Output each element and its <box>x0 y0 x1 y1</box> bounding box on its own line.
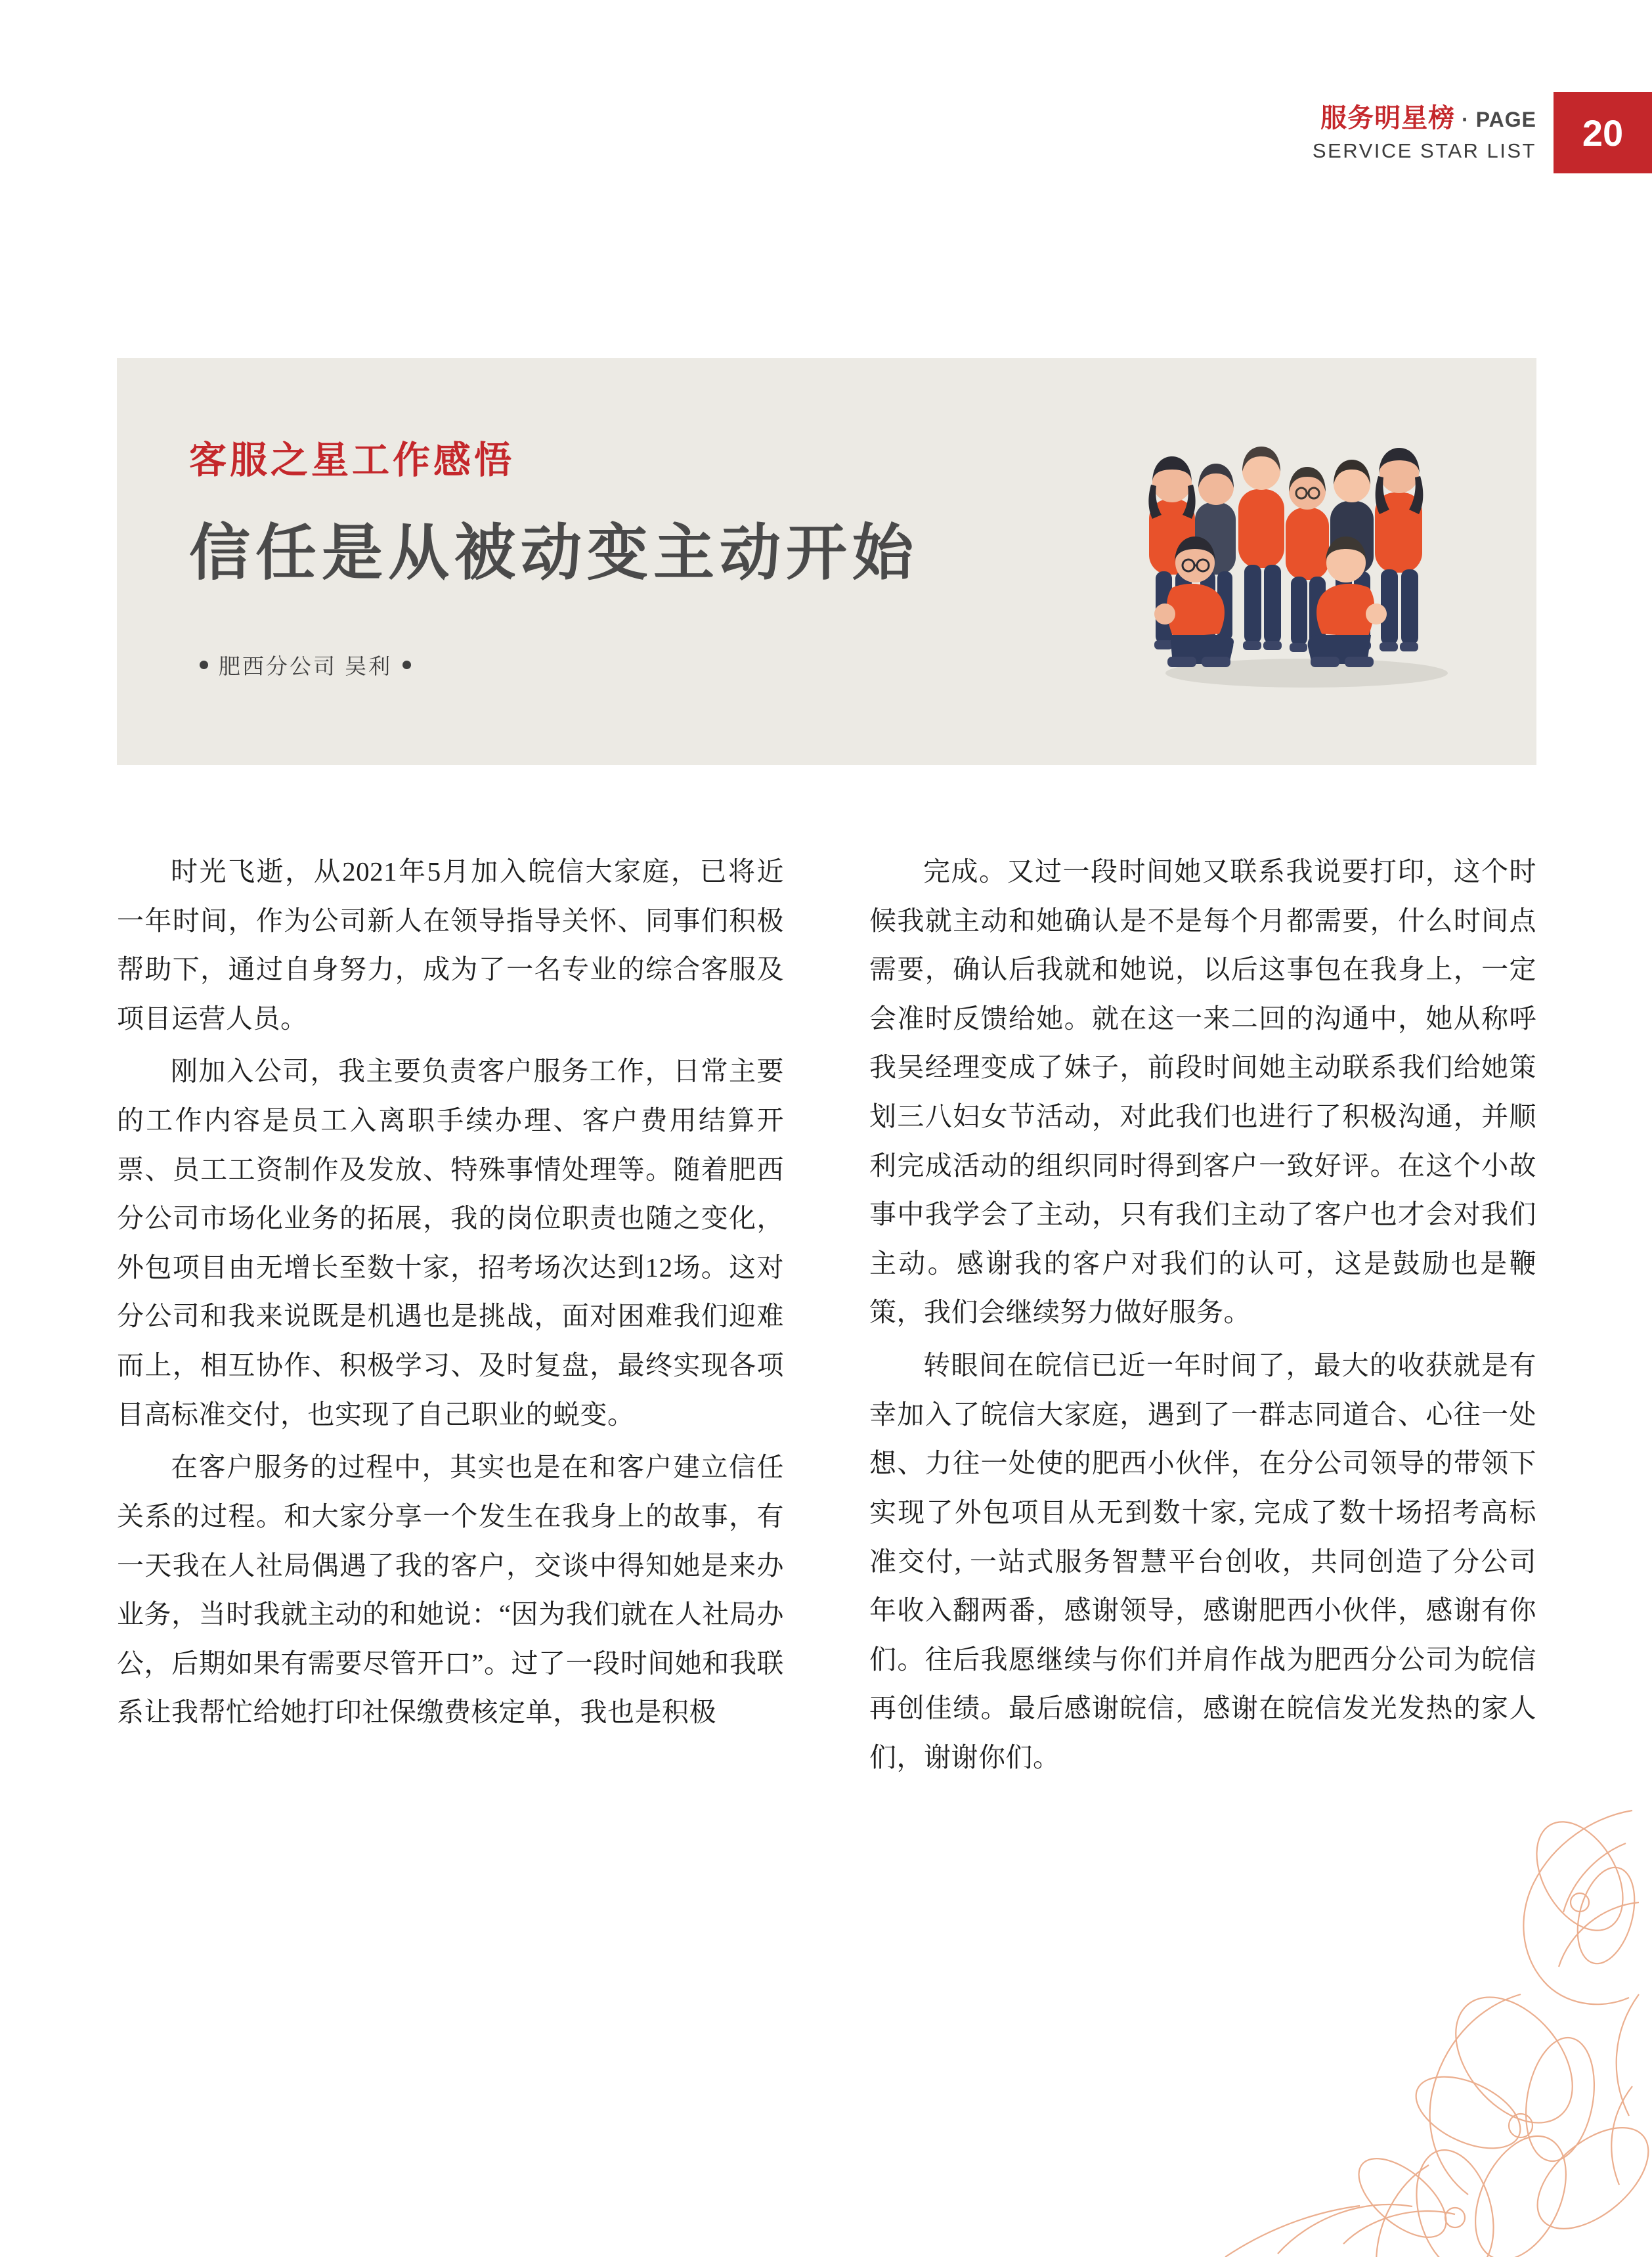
article-body <box>117 847 1536 1786</box>
header-title-cn <box>1320 102 1536 135</box>
page-number: 20 <box>1554 92 1652 173</box>
header-title-cn-text: 服务明星榜 <box>1320 103 1456 133</box>
header-title-en: SERVICE STAR LIST <box>1312 139 1536 162</box>
header-titles <box>1313 92 1554 173</box>
article-column-right <box>869 847 1536 1786</box>
header-page-word: · PAGE <box>1462 107 1536 131</box>
page-title: 信任是从被动变主动开始 <box>189 520 919 588</box>
page-header <box>1313 92 1652 173</box>
paragraph: 完成。又过一段时间她又联系我说要打印，这个时候我就主动和她确认是不是每个月都需要，什么时间点需要，确认后我就和她说，以后这事包在我身上，一定会准时反馈给她。就在这一来二回的沟通中，她从称呼我吴经理变成了妹子，前段时间她主动联系我们给她策划三八妇女节活动，对此我们也进行了积极沟通，并顺利完成活动的组织同时得到客户一致好评。在这个小故事中我学会了主动，只有我们主动了客户也才会对我们主动。感谢我的客户对我们的认可，这是鼓励也是鞭策，我们会继续努力做好服务。 <box>869 856 1536 1328</box>
article-kicker: 客服之星工作感悟 <box>189 439 515 481</box>
article-column-left <box>117 847 784 1786</box>
bullet-right-icon <box>402 661 411 669</box>
bullet-left-icon <box>200 661 208 669</box>
paragraph: 刚加入公司，我主要负责客户服务工作，日常主要的工作内容是员工入离职手续办理、客户费用结算开票、员工工资制作及发放、特殊事情处理等。随着肥西分公司市场化业务的拓展，我的岗位职责也随之变化，外包项目由无增长至数十家，招考场次达到12场。这对分公司和我来说既是机遇也是挑战，面对困难我们迎难而上，相互协作、积极学习、及时复盘，最终实现各项目高标准交付，也实现了自己职业的蜕变。 <box>117 1056 784 1430</box>
byline-text: 肥西分公司 吴利 <box>219 654 393 678</box>
paragraph: 转眼间在皖信已近一年时间了，最大的收获就是有幸加入了皖信大家庭，遇到了一群志同道合、心往一处想、力往一处使的肥西小伙伴，在分公司领导的带领下实现了外包项目从无到数十家, 完成了数十场招考高标准交付, 一站式服务智慧平台创收，共同创造了分公司年收入翻两番，感谢领导，感谢肥西小伙伴，感谢有你们。往后我愿继续与你们并肩作战为肥西分公司为皖信再创佳绩。最后感谢皖信，感谢在皖信发光发热的家人们，谢谢你们。 <box>869 1350 1536 1772</box>
team-group-illustration <box>1110 391 1477 693</box>
byline <box>189 649 919 680</box>
title-block <box>189 430 919 680</box>
title-panel <box>117 358 1536 765</box>
paragraph: 在客户服务的过程中，其实也是在和客户建立信任关系的过程。和大家分享一个发生在我身上的故事，有一天我在人社局偶遇了我的客户，交谈中得知她是来办业务，当时我就主动的和她说：“因为我们就在人社局办公，后期如果有需要尽管开口”。过了一段时间她和我联系让我帮忙给她打印社保缴费核定单，我也是积极 <box>117 1452 784 1728</box>
paragraph: 时光飞逝，从2021年5月加入皖信大家庭，已将近一年时间，作为公司新人在领导指导关怀、同事们积极帮助下，通过自身努力，成为了一名专业的综合客服及项目运营人员。 <box>117 856 784 1034</box>
